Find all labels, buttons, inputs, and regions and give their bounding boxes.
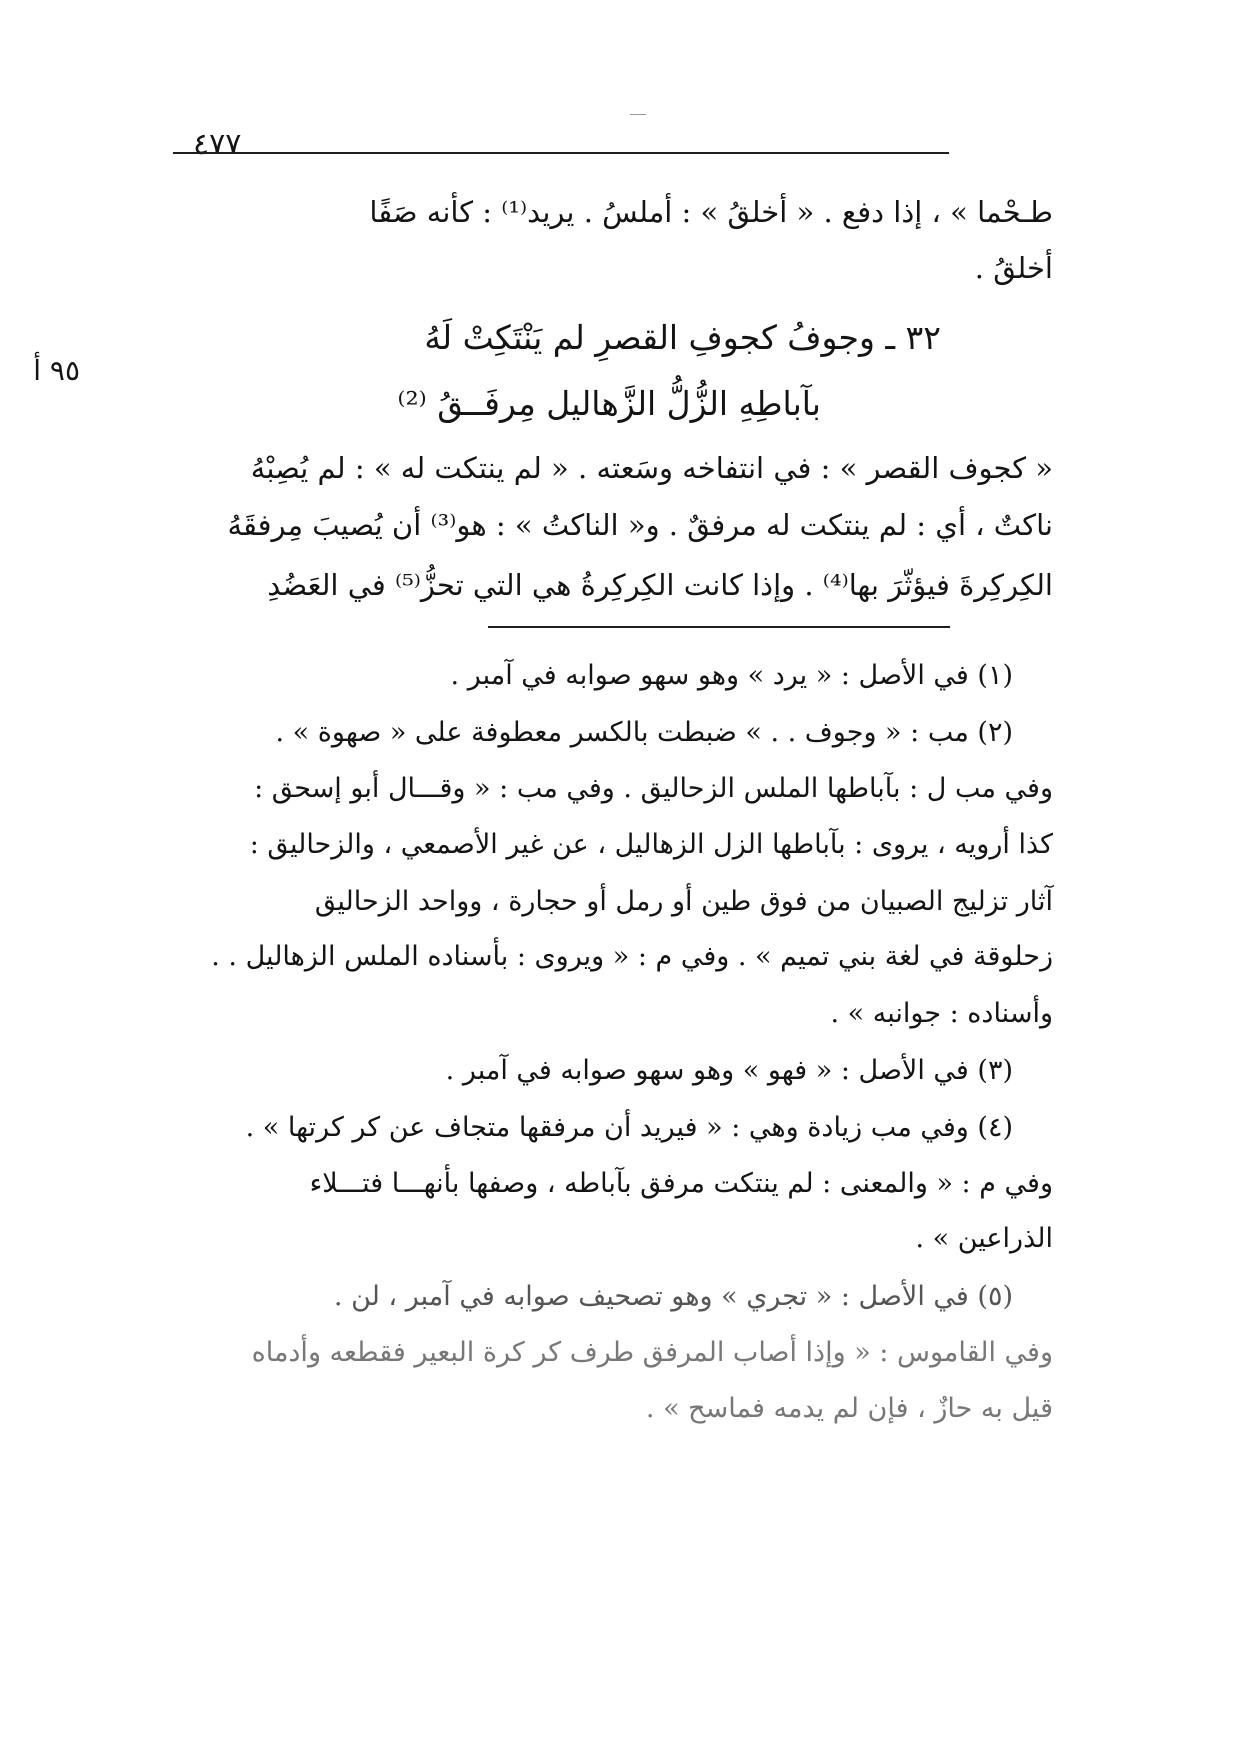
body-line: ناكتٌ ، أي : لم ينتكت له مرفقٌ . و« الناكتُ » : هو⁽³⁾ أن يُصيبَ مِرفقَهُ	[227, 508, 1053, 542]
footnote-line: (٥) في الأصل : « تجري » وهو تصحيف صوابه في آمبر ، لن .	[333, 1281, 1013, 1312]
footnote-line: وأسناده : جوانبه » .	[830, 998, 1053, 1029]
page-number: ٤٧٧	[193, 127, 242, 162]
scan-speck	[630, 114, 646, 115]
footnote-line: (٢) مب : « وجوف . . » ضبطت بالكسر معطوفة على « صهوة » .	[275, 717, 1013, 748]
footnote-line: زحلوقة في لغة بني تميم » . وفي م : « ويروى : بأسناده الملس الزهاليل . .	[211, 941, 1053, 972]
footnote-line: (٤) وفي مب زيادة وهي : « فيريد أن مرفقها متجاف عن كر كرتها » .	[245, 1112, 1013, 1143]
body-line: طـحْما » ، إذا دفع . « أخلقُ » : أملسُ . يريد⁽¹⁾ : كأنه صَفًا	[369, 195, 1053, 229]
margin-folio-reference: ٩٥ أ	[33, 354, 80, 387]
footnote-rule	[488, 626, 950, 628]
verse-second-hemistich: بآباطِهِ الزُّلُّ الزَّهاليل مِرفَــقُ ⁽²⁾	[397, 384, 821, 423]
footnote-line: كذا أرويه ، يروى : بآباطها الزل الزهاليل ، عن غير الأصمعي ، والزحاليق :	[249, 829, 1053, 860]
footnote-line: وفي مب ل : بآباطها الملس الزحاليق . وفي مب : « وقـــال أبو إسحق :	[254, 773, 1053, 804]
footnote-line: وفي م : « والمعنى : لم ينتكت مرفق بآباطه ، وصفها بأنهـــا فتـــلاء	[309, 1168, 1053, 1199]
verse-first-hemistich: ٣٢ ـ وجوفُ كجوفِ القصرِ لم يَنْتَكِتْ لَهُ	[424, 318, 941, 357]
footnote-line: الذراعين » .	[915, 1223, 1053, 1254]
body-line: الكِركِرةَ فيؤثّرَ بها⁽⁴⁾ . وإذا كانت الكِركِرةُ هي التي تحزُّ⁽⁵⁾ في العَضُدِ	[267, 568, 1053, 602]
footnote-line: قيل به حازٌ ، فإن لم يدمه فماسح » .	[645, 1393, 1053, 1424]
body-line: « كجوف القصر » : في انتفاخه وسَعته . « لم ينتكت له » : لم يُصِبْهُ	[250, 451, 1053, 485]
footnote-line: (٣) في الأصل : « فهو » وهو سهو صوابه في آمبر .	[445, 1055, 1013, 1086]
footnote-line: آثار تزليج الصبيان من فوق طين أو رمل أو حجارة ، وواحد الزحاليق	[314, 886, 1053, 917]
header-rule	[173, 152, 949, 154]
footnote-line: وفي القاموس : « وإذا أصاب المرفق طرف كر كرة البعير فقطعه وأدماه	[251, 1337, 1053, 1368]
body-line: أخلقُ .	[974, 251, 1053, 285]
footnote-line: (١) في الأصل : « يرد » وهو سهو صوابه في آمبر .	[450, 660, 1013, 691]
